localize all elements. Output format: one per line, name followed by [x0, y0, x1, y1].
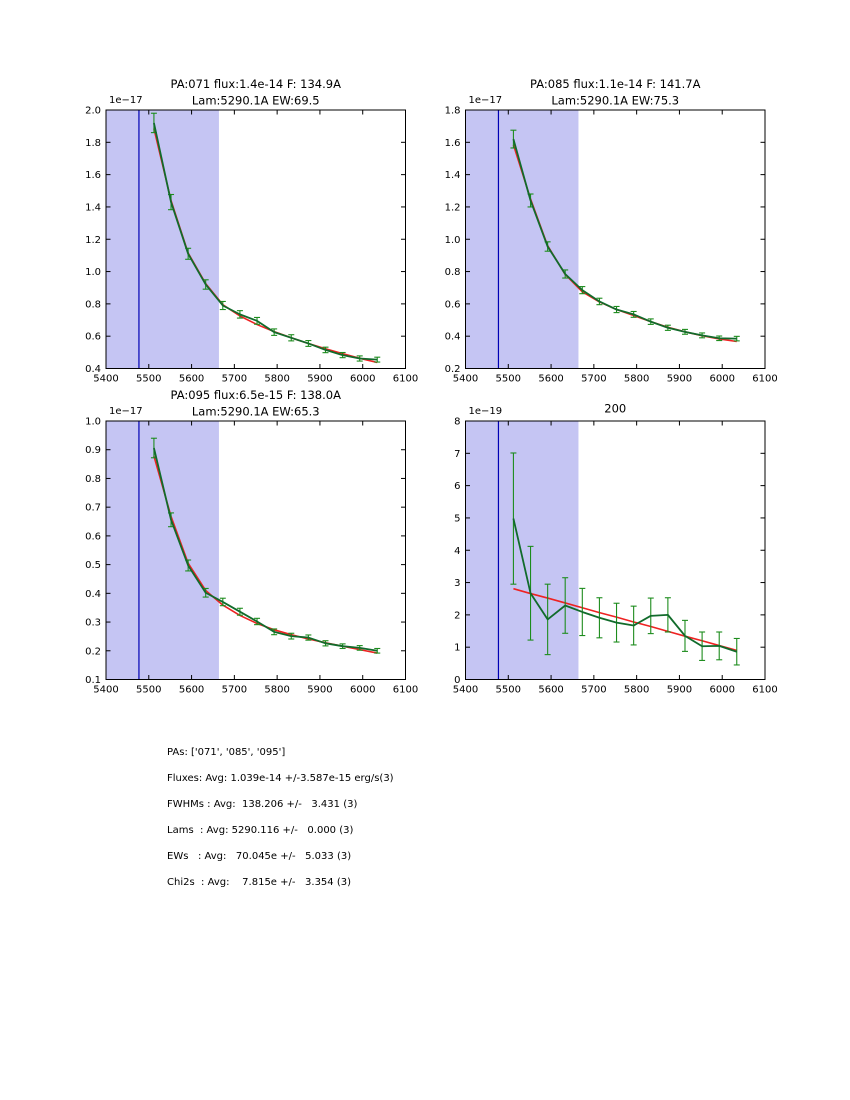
y-tick-label: 3: [454, 578, 461, 590]
subplot-title-line1: PA:095 flux:6.5e-15 F: 138.0A: [170, 388, 341, 402]
stats-line-lams: Lams : Avg: 5290.116 +/- 0.000 (3): [167, 825, 354, 836]
x-tick-label: 5700: [221, 373, 248, 385]
y-tick-label: 1.4: [85, 202, 101, 214]
x-tick-label: 6000: [349, 373, 376, 385]
y-tick-label: 1.0: [444, 234, 461, 246]
x-tick-label: 5600: [178, 684, 205, 696]
x-tick-label: 5800: [623, 684, 650, 696]
x-tick-label: 5800: [264, 373, 290, 385]
y-tick-label: 1.2: [444, 202, 461, 214]
y-tick-label: 0.6: [85, 531, 101, 543]
y-tick-label: 6: [454, 481, 461, 493]
y-tick-label: 1.8: [444, 105, 461, 117]
x-tick-label: 5400: [93, 684, 119, 696]
y-tick-label: 0.8: [444, 267, 461, 279]
y-axis-offset-label: 1e−17: [468, 95, 503, 106]
fit-window-band: [466, 421, 579, 680]
subplot-pa085: [445, 77, 778, 385]
x-tick-label: 5600: [538, 373, 564, 385]
x-tick-label: 5500: [136, 684, 162, 696]
stats-line-fluxes: Fluxes: Avg: 1.039e-14 +/-3.587e-15 erg/s(3): [167, 773, 394, 784]
y-tick-label: 2: [454, 610, 461, 622]
y-tick-label: 0.4: [85, 364, 101, 375]
y-tick-label: 0.8: [85, 299, 101, 311]
x-tick-label: 5500: [495, 373, 522, 385]
x-tick-label: 5900: [666, 373, 693, 385]
subplot-title-line2: Lam:5290.1A EW:75.3: [551, 93, 680, 108]
y-tick-label: 5: [454, 513, 461, 525]
y-tick-label: 0: [454, 675, 461, 686]
y-tick-label: 1.0: [85, 416, 101, 428]
y-tick-label: 0.8: [85, 473, 101, 485]
x-tick-label: 5700: [221, 684, 248, 696]
stats-line-fwhms: FWHMs : Avg: 138.206 +/- 3.431 (3): [167, 799, 358, 810]
subplot-chi2-200: [453, 402, 778, 696]
y-tick-label: 0.6: [85, 331, 101, 343]
y-tick-label: 0.6: [444, 299, 461, 311]
y-tick-label: 0.4: [85, 588, 101, 600]
fit-window-band: [106, 421, 219, 680]
x-tick-label: 6000: [709, 684, 735, 696]
y-tick-label: 8: [454, 416, 461, 428]
x-tick-label: 5400: [93, 373, 119, 385]
y-tick-label: 0.7: [85, 502, 101, 514]
fit-window-band: [466, 110, 579, 369]
fit-window-band: [106, 110, 219, 369]
x-tick-label: 6100: [752, 684, 778, 696]
x-tick-label: 5900: [666, 684, 693, 696]
y-tick-label: 0.3: [85, 617, 101, 629]
y-axis-offset-label: 1e−17: [109, 95, 143, 106]
y-tick-label: 1.4: [444, 170, 461, 182]
y-tick-label: 0.1: [85, 675, 101, 686]
y-tick-label: 1.6: [85, 170, 101, 182]
x-tick-label: 5700: [581, 684, 607, 696]
x-tick-label: 5400: [452, 684, 479, 696]
subplot-title-line2: Lam:5290.1A EW:69.5: [191, 93, 320, 108]
y-tick-label: 4: [454, 545, 461, 557]
subplot-title-line1: PA:085 flux:1.1e-14 F: 141.7A: [530, 77, 701, 91]
x-tick-label: 6100: [752, 373, 778, 385]
y-tick-label: 1.6: [444, 137, 461, 149]
subplot-pa071: [85, 77, 418, 385]
stats-line-pas: PAs: ['071', '085', '095']: [167, 747, 286, 758]
y-tick-label: 0.9: [85, 445, 101, 457]
x-tick-label: 5500: [495, 684, 522, 696]
x-tick-label: 5400: [452, 373, 479, 385]
y-tick-label: 1.8: [85, 137, 101, 149]
y-tick-label: 0.4: [444, 331, 461, 343]
subplot-title: 200: [604, 401, 627, 416]
x-tick-label: 6100: [392, 684, 419, 696]
x-tick-label: 5900: [307, 684, 333, 696]
y-axis-offset-label: 1e−19: [468, 406, 503, 417]
y-tick-label: 0.5: [85, 560, 101, 572]
y-tick-label: 2.0: [85, 105, 101, 117]
stats-line-ews: EWs : Avg: 70.045e +/- 5.033 (3): [167, 851, 352, 862]
y-tick-label: 0.2: [85, 646, 101, 658]
x-tick-label: 6100: [392, 373, 419, 385]
subplot-title-line2: Lam:5290.1A EW:65.3: [191, 404, 320, 419]
stats-line-chi2s: Chi2s : Avg: 7.815e +/- 3.354 (3): [167, 877, 352, 888]
y-tick-label: 1.2: [85, 234, 101, 246]
x-tick-label: 5500: [136, 373, 162, 385]
x-tick-label: 5700: [581, 373, 607, 385]
subplot-pa095: [85, 388, 418, 696]
y-tick-label: 7: [454, 448, 461, 460]
y-tick-label: 0.2: [444, 364, 461, 375]
y-tick-label: 1: [454, 642, 461, 654]
x-tick-label: 5800: [623, 373, 650, 385]
x-tick-label: 6000: [349, 684, 376, 696]
subplot-title-line1: PA:071 flux:1.4e-14 F: 134.9A: [170, 77, 341, 91]
x-tick-label: 5800: [264, 684, 290, 696]
x-tick-label: 5600: [538, 684, 564, 696]
x-tick-label: 5900: [307, 373, 333, 385]
x-tick-label: 6000: [709, 373, 735, 385]
y-tick-label: 1.0: [85, 267, 101, 279]
x-tick-label: 5600: [178, 373, 205, 385]
y-axis-offset-label: 1e−17: [109, 406, 143, 417]
